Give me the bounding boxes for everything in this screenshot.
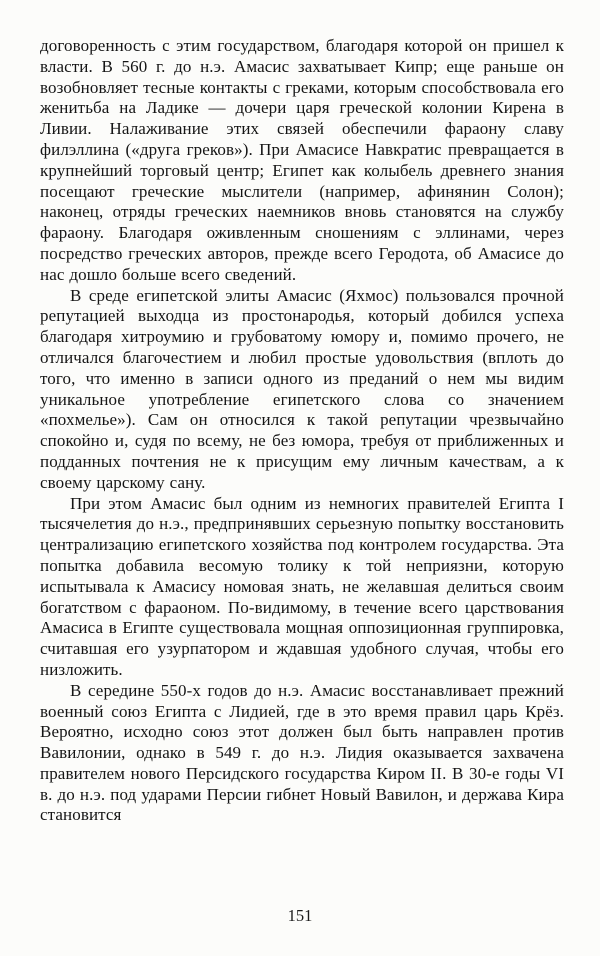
page-number: 151 (287, 906, 313, 925)
paragraph: В середине 550-х годов до н.э. Амасис восстанавливает прежний военный союз Египта с Лидией, где в это время правил царь Крёз. Вероятно, исходно союз этот должен был быть направлен против Вавилонии, однако в 549 г. до н.э. Лидия оказывается захвачена правителем нового Персидского государства Киром II. В 30-е годы VI в. до н.э. под ударами Персии гибнет Новый Вавилон, и держава Кира становится (40, 680, 564, 825)
paragraph: В среде египетской элиты Амасис (Яхмос) пользовался прочной репутацией выходца из простонародья, который добился успеха благодаря хитроумию и грубоватому юмору и, помимо прочего, не отличался благочестием и любил простые удовольствия (вплоть до того, что именно в записи одного из преданий о нем мы видим уникальное употребление египетского слова со значением «похмелье»). Сам он относился к такой репутации чрезвычайно спокойно и, судя по всему, не без юмора, требуя от приближенных и подданных почтения не к присущим ему личным качествам, а к своему царскому сану. (40, 285, 564, 492)
text-block (40, 36, 564, 826)
paragraph: При этом Амасис был одним из немногих правителей Египта I тысячелетия до н.э., предпринявших серьезную попытку восстановить централизацию египетского хозяйства под контролем государства. Эта попытка добавила весомую толику к той неприязни, которую испытывала к Амасису номовая знать, не желавшая делиться своим богатством с фараоном. По-видимому, в течение всего царствования Амасиса в Египте существовала мощная оппозиционная группировка, считавшая его узурпатором и ждавшая удобного случая, чтобы его низложить. (40, 493, 564, 679)
paragraph-continuation: договоренность с этим государством, благодаря которой он пришел к власти. В 560 г. до н.э. Амасис захватывает Кипр; еще раньше он возобновляет тесные контакты с греками, которым способствовала его женитьба на Ладике — дочери царя греческой колонии Кирена в Ливии. Налаживание этих связей обеспечили фараону славу филэллина («друга греков»). При Амасисе Навкратис превращается в крупнейший торговый центр; Египет как колыбель древнего знания посещают греческие мыслители (например, афинянин Солон); наконец, отряды греческих наемников вновь становятся на службу фараону. Благодаря оживленным сношениям с эллинами, через посредство греческих авторов, прежде всего Геродота, об Амасисе до нас дошло больше всего сведений. (40, 36, 564, 284)
